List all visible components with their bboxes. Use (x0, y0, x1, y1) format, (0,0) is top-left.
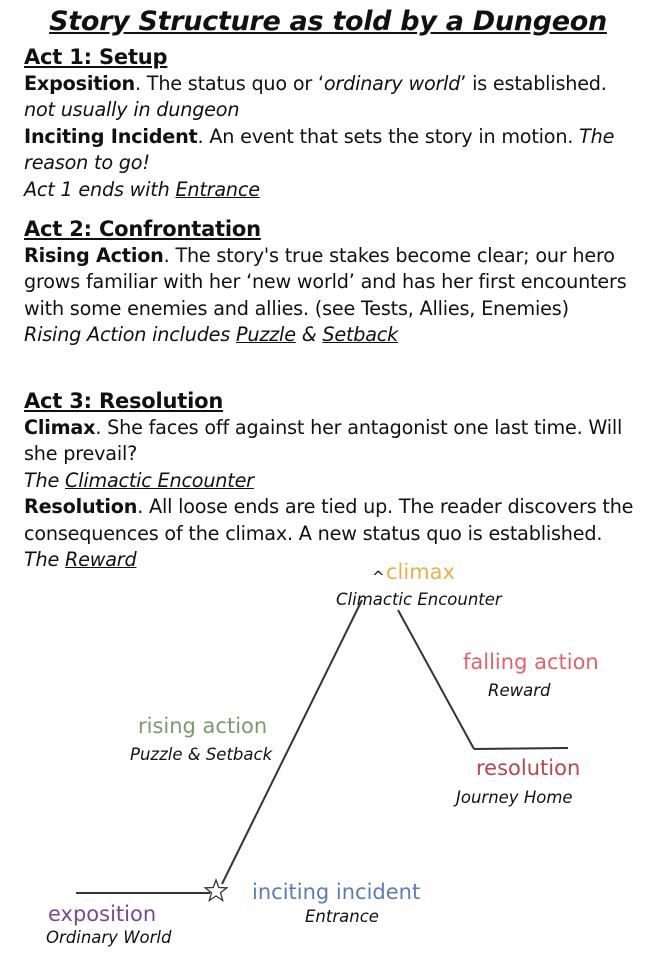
inciting-incident-sub: Entrance (305, 907, 379, 926)
act1-heading: Act 1: Setup (24, 45, 168, 69)
page-title: Story Structure as told by a Dungeon (49, 6, 607, 37)
exposition-label: exposition (48, 902, 157, 926)
rising-action-label: rising action (138, 714, 268, 738)
resolution-line (474, 748, 568, 749)
act1-ends-prefix: Act 1 ends with (24, 177, 176, 201)
climax-caret: ^ (372, 568, 385, 586)
resolution-text: . All loose ends are tied up. The reader discovers the consequences of the climax. A new status quo is established. (24, 495, 634, 545)
rising-action-line (222, 600, 362, 884)
exposition-term: Exposition (24, 71, 135, 95)
exposition-text-b: ’ is established. (460, 71, 607, 95)
climax-label: climax (386, 560, 455, 584)
resolution-sub: Journey Home (456, 788, 573, 807)
includes-amp: & (295, 323, 323, 346)
climactic-encounter-link: Climactic Encounter (65, 468, 254, 492)
reward-link: Reward (65, 548, 137, 571)
resolution-note-prefix: The (24, 548, 65, 571)
climax-note-prefix: The (24, 468, 65, 492)
climax-sub: Climactic Encounter (336, 590, 502, 609)
exposition-note: not usually in dungeon (24, 98, 240, 121)
climax-term: Climax (24, 415, 96, 439)
inciting-term: Inciting Incident (24, 124, 198, 148)
exposition-text-em: ordinary world (323, 71, 461, 95)
includes-prefix: Rising Action includes (24, 323, 236, 346)
entrance-link: Entrance (175, 177, 260, 201)
act3-heading: Act 3: Resolution (24, 389, 224, 413)
exposition-sub: Ordinary World (46, 928, 172, 947)
puzzle-link: Puzzle (235, 323, 296, 346)
rising-term: Rising Action (24, 243, 164, 267)
inciting-text: . An event that sets the story in motion. (197, 124, 580, 148)
resolution-term: Resolution (24, 495, 138, 518)
setback-link: Setback (322, 323, 399, 346)
falling-action-line (398, 610, 474, 749)
falling-action-sub: Reward (488, 681, 551, 700)
inciting-note: The reason to go! (24, 124, 615, 174)
climax-text: . She faces off against her antagonist one last time. Will she prevail? (24, 415, 623, 465)
exposition-text-a: . The status quo or ‘ (135, 71, 324, 95)
act2-heading: Act 2: Confrontation (24, 217, 261, 241)
falling-action-label: falling action (463, 650, 599, 674)
rising-text: . The story's true stakes become clear; our hero grows familiar with her ‘new world’ and has her first encounters with some enemies and allies. (see Tests, Allies, Enemies) (24, 243, 627, 320)
resolution-label: resolution (476, 756, 581, 780)
rising-action-sub: Puzzle & Setback (130, 745, 273, 764)
inciting-incident-label: inciting incident (252, 880, 421, 904)
